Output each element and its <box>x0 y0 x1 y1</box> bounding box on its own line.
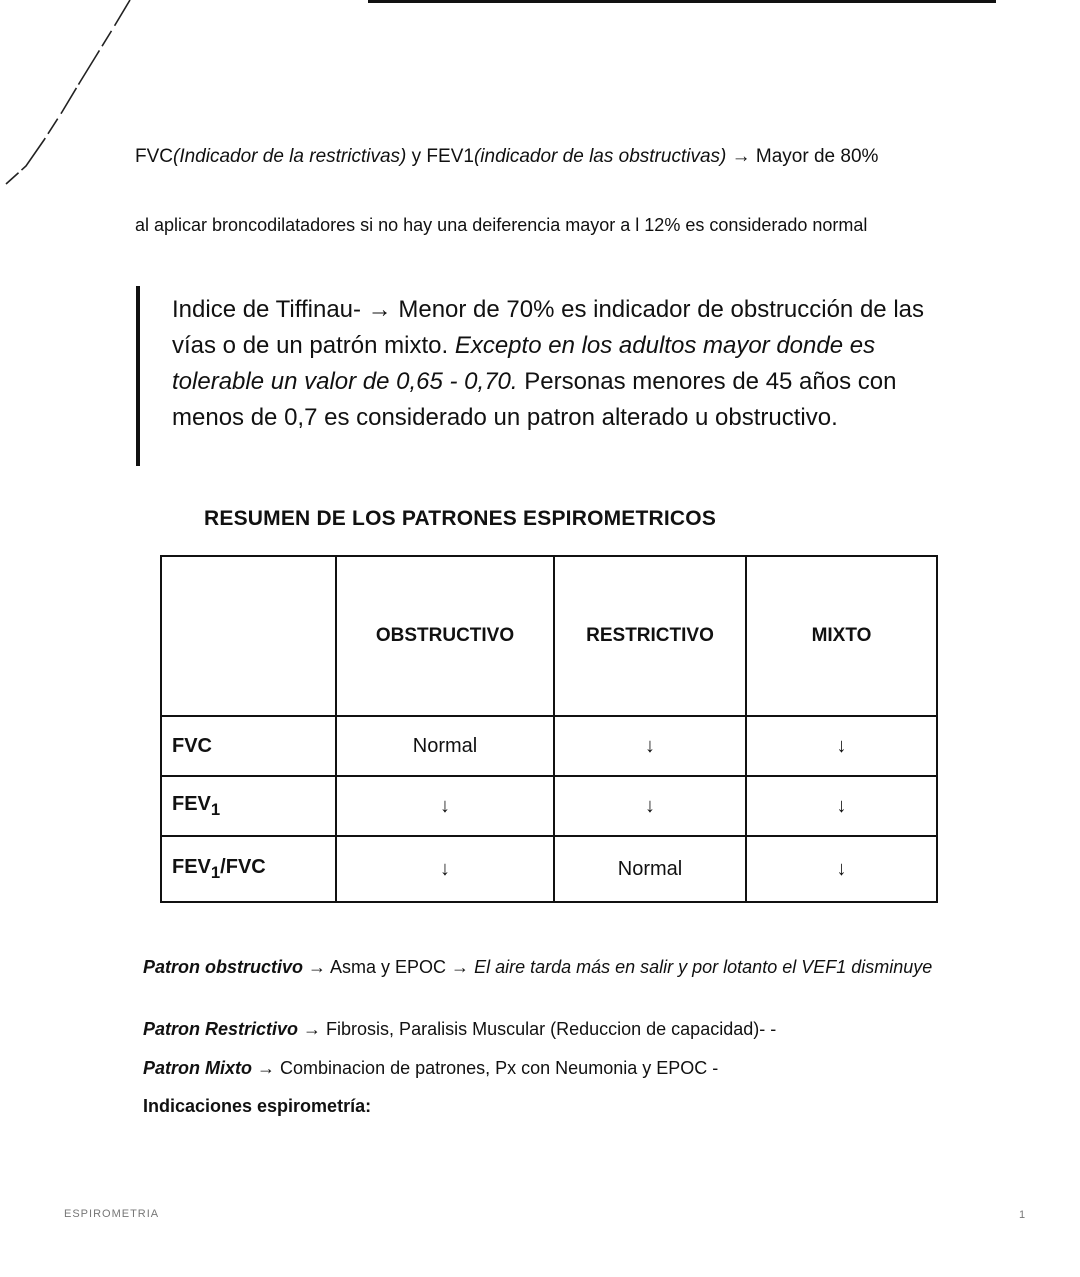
cell-ratio-mixed: ↓ <box>746 836 937 902</box>
intro-threshold: → Mayor de 80% <box>726 146 879 167</box>
header-obstructive: OBSTRUCTIVO <box>336 556 554 716</box>
footer-document-name: ESPIROMETRIA <box>64 1208 160 1220</box>
pattern-mixed-label: Patron Mixto <box>143 1058 253 1078</box>
table-row-fev1 <box>161 776 937 836</box>
pattern-mixed-line <box>143 1056 943 1081</box>
cell-fvc-restrictive: ↓ <box>554 716 746 776</box>
intro-bronchodilator-line: al aplicar broncodilatadores si no hay una deiferencia mayor a l 12% es considerado normal <box>135 215 868 235</box>
pattern-mixed-text: → Combinacion de patrones, Px con Neumonia y EPOC - <box>252 1058 719 1078</box>
intro-fev1-note: (indicador de las obstructivas) <box>473 146 727 167</box>
row-label-text: FVC <box>172 734 212 757</box>
header-empty <box>161 556 336 716</box>
table-title: RESUMEN DE LOS PATRONES ESPIROMETRICOS <box>204 507 717 530</box>
tiffenau-text <box>140 286 932 436</box>
intro-fvc-note: (Indicador de la restrictivas) <box>173 146 407 167</box>
row-label-fev1-fvc <box>161 836 336 902</box>
cell-ratio-restrictive: Normal <box>554 836 746 902</box>
pattern-restrictive-label: Patron Restrictivo <box>143 1019 299 1039</box>
cell-fev1-mixed: ↓ <box>746 776 937 836</box>
spirometry-summary-table <box>160 555 938 903</box>
tiffenau-blockquote <box>136 286 924 466</box>
pattern-obstructive-line <box>143 955 943 980</box>
cell-fev1-restrictive: ↓ <box>554 776 746 836</box>
cell-ratio-obstructive: ↓ <box>336 836 554 902</box>
top-rule <box>368 0 996 3</box>
pattern-obstructive-label: Patron obstructivo <box>143 957 304 977</box>
table-row-fev1-fvc <box>161 836 937 902</box>
row-label-tail: /FVC <box>220 855 266 878</box>
tiffenau-exception: Excepto en los adultos mayor donde es tolerable un valor de 0,65 - 0,70. <box>172 332 876 395</box>
row-label-fvc <box>161 716 336 776</box>
row-label-subscript: 1 <box>210 862 221 882</box>
table-row-fvc <box>161 716 937 776</box>
pattern-obstructive-note: El aire tarda más en salir y por lotanto el VEF1 disminuye <box>474 957 933 977</box>
header-mixed: MIXTO <box>746 556 937 716</box>
cell-fvc-obstructive: Normal <box>336 716 554 776</box>
row-label-text: FEV <box>172 792 211 815</box>
scan-pen-stroke <box>0 0 140 190</box>
header-restrictive: RESTRICTIVO <box>554 556 746 716</box>
pattern-obstructive-text: → Asma y EPOC → <box>303 957 475 977</box>
cell-fvc-mixed: ↓ <box>746 716 937 776</box>
pattern-restrictive-text: → Fibrosis, Paralisis Muscular (Reduccion de capacidad)- - <box>298 1019 777 1039</box>
tiffenau-lead: Indice de Tiffinau- → Menor de 70% es indicador de obstrucción de las vías o de un patrón mixto. <box>172 296 924 359</box>
intro-fev1: y FEV1 <box>406 146 474 167</box>
pattern-restrictive-line <box>143 1017 943 1042</box>
row-label-text: FEV <box>172 855 211 878</box>
table-header-row <box>161 556 937 716</box>
row-label-subscript: 1 <box>210 799 221 819</box>
intro-fvc: FVC <box>135 146 173 167</box>
cell-fev1-obstructive: ↓ <box>336 776 554 836</box>
row-label-fev1 <box>161 776 336 836</box>
intro-fvc-fev1-line <box>135 144 945 170</box>
indications-heading: Indicaciones espirometría: <box>143 1096 372 1116</box>
tiffenau-tail: Personas menores de 45 años con menos de 0,7 es considerado un patron alterado u obstructivo. <box>172 368 897 431</box>
footer-page-number: 1 <box>1019 1209 1026 1221</box>
